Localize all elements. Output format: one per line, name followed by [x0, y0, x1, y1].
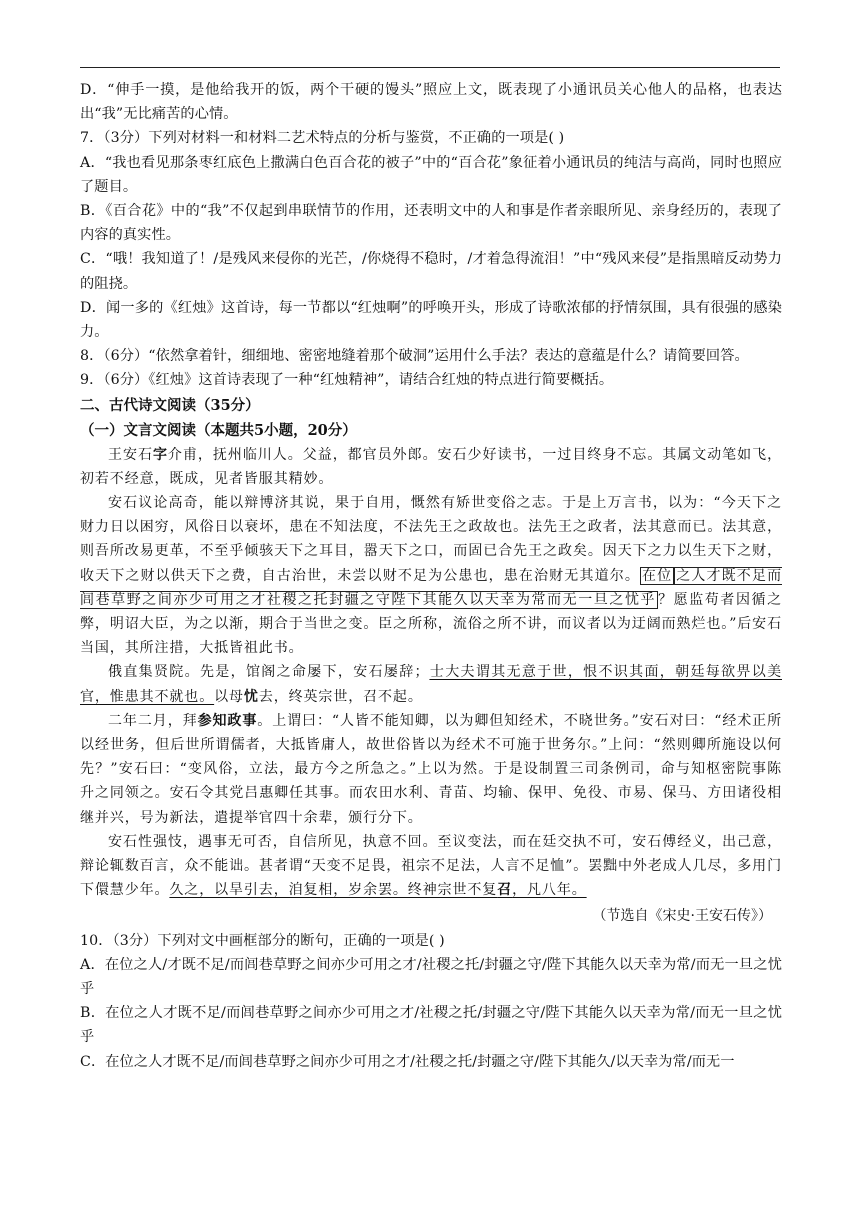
passage-bold-term: 参知政事	[197, 712, 258, 729]
passage-text: 俄直集贤院。先是，馆阁之命屡下，安石屡辞；	[108, 664, 430, 681]
q7-option-b: B．《百合花》中的“我”不仅起到串联情节的作用，还表明文中的人和事是作者亲眼所见、亲身经历的，表现了内容的真实性。	[80, 203, 782, 244]
passage-bold-char: 字	[152, 446, 168, 463]
q7-option-d: D．闻一多的《红烛》这首诗，每一节都以“红烛啊”的呼唤开头，形成了诗歌浓郁的抒情氛围，具有很强的感染力。	[80, 299, 782, 341]
passage-text: 二年二月，拜	[108, 712, 198, 729]
passage-text: ？愿监苟者因循之弊，明诏大臣，为之以渐，期合于当世之变。臣之所称，流俗之所不讲，而议者以为迂阔而熟烂也。”后安石当国，其所注措，大抵皆祖此书。	[80, 591, 782, 657]
passage-bold-char: 忧	[243, 688, 259, 705]
passage-text: 介甫，抚州临川人。父益，都官员外郎。安石少好读书，一过目终身不忘。其属文动笔如飞，初若不经意，既成，见者皆服其精妙。	[80, 446, 782, 487]
passage-source: （节选自《宋史·王安石传》）	[592, 907, 772, 924]
passage-paragraph-4	[80, 709, 782, 830]
header-rule	[80, 67, 780, 68]
passage-bold-char: 召	[497, 882, 513, 899]
passage-paragraph-2	[80, 491, 782, 660]
classical-passage	[80, 443, 782, 929]
passage-text: 安石议论高奇，能以辩博济其说，果于自用，慨然有矫世变俗之志。于是上万言书，以为：“今天下之财力日以困穷，风俗日以衰坏，患在不知法度，不法先王之政故也。法先王之政者，法其意而已。法其意，则吾所改易更革，不至乎倾骇天下之耳目，嚣天下之口，而固已合先王之政矣。因天下之力以生天下之财，收天下之财以供天下之费，自古治世，未尝以财不足为公患也，患在治财无其道尔。	[80, 495, 782, 584]
boxed-passage: 之人才既不足而闾巷草野之间亦少可用之才社稷之托封疆之守陛下其能久以天幸为常而无一旦之忧乎	[80, 567, 782, 608]
q10-option-b: B．在位之人才既不足/而闾巷草野之间亦少可用之才/社稷之托/封疆之守/陛下其能久以天幸为常/而无一旦之忧乎	[80, 1005, 782, 1046]
underlined-text: ，凡八年。	[512, 882, 587, 899]
q8-stem: 8．（6分）“依然拿着针，细细地、密密地缝着那个破洞”运用什么手法？表达的意蕴是什么？请简要回答。	[80, 348, 749, 365]
document-body	[80, 78, 782, 1074]
q7-option-a: A．“我也看见那条枣红底色上撒满白色百合花的被子”中的“百合花”象征着小通讯员的纯洁与高尚，同时也照应了题目。	[80, 154, 782, 195]
q9-stem: 9．（6分）《红烛》这首诗表现了一种“红烛精神”，请结合红烛的特点进行简要概括。	[80, 372, 614, 389]
underlined-sentence: 士大夫谓其无意于世，恨不识其面，朝廷每欲畀以美官，惟患其不就也。	[80, 664, 782, 705]
q10-stem: 10．（3分）下列对文中画框部分的断句，正确的一项是( )	[80, 932, 445, 949]
passage-paragraph-1	[80, 443, 782, 491]
passage-text: 以母	[214, 688, 244, 705]
passage-text: 。上谓曰：“人皆不能知卿，以为卿但知经术，不晓世务。”安石对曰：“经术正所以经世务，但后世所谓儒者，大抵皆庸人，故世俗皆以为经术不可施于世务尔。”上问：“然则卿所施设以何先？”安石曰：“变风俗，立法，最方今之所急之。”上以为然。于是设制置三司条例司，命与知枢密院事陈升之同领之。安石令其党吕惠卿任其事。而农田水利、青苗、均输、保甲、免役、市易、保马、方田诸役相继并兴，号为新法，遣提举官四十余辈，颁行分下。	[80, 712, 782, 826]
q7-stem: 7．（3分）下列对材料一和材料二艺术特点的分析与鉴赏，不正确的一项是( )	[80, 130, 565, 147]
passage-paragraph-5	[80, 830, 782, 903]
passage-text: 安石性强忮，遇事无可否，自信所见，执意不回。至议变法，而在廷交执不可，安石傅经义，出己意，辩论辄数百言，众不能诎。甚者谓“天变不足畏，祖宗不足法，人言不足恤”。罢黜中外老成人几尽，多用门下儇慧少年。	[80, 833, 782, 899]
passage-paragraph-3	[80, 660, 782, 708]
underlined-text: 久之，以旱引去，洎复相，岁余罢。终神宗世不复	[169, 882, 498, 899]
subsection-heading: （一）文言文阅读（本题共5小题，20分）	[80, 421, 357, 439]
passage-text: 王安石	[108, 446, 153, 463]
q10-option-c: C．在位之人才既不足/而闾巷草野之间亦少可用之才/社稷之托/封疆之守/陛下其能久/以天幸为常/而无一	[80, 1053, 735, 1070]
q10-option-a: A．在位之人/才既不足/而闾巷草野之间亦少可用之才/社稷之托/封疆之守/陛下其能久以天幸为常/而无一旦之忧乎	[80, 956, 782, 997]
q7-option-c: C．“哦！我知道了！/是残风来侵你的光芒，/你烧得不稳时，/才着急得流泪！”中“残风来侵”是指黑暗反动势力的阻挠。	[80, 251, 782, 292]
boxed-passage-start: 在位	[641, 567, 673, 584]
section-heading: 二、古代诗文阅读（35分）	[80, 396, 260, 414]
passage-text: 去，终英宗世，召不起。	[258, 688, 423, 705]
underlined-sentence	[169, 882, 586, 898]
q6-option-d: D．“伸手一摸，是他给我开的饭，两个干硬的馒头”照应上文，既表现了小通讯员关心他人的品格，也表达出“我”无比痛苦的心情。	[80, 82, 782, 123]
